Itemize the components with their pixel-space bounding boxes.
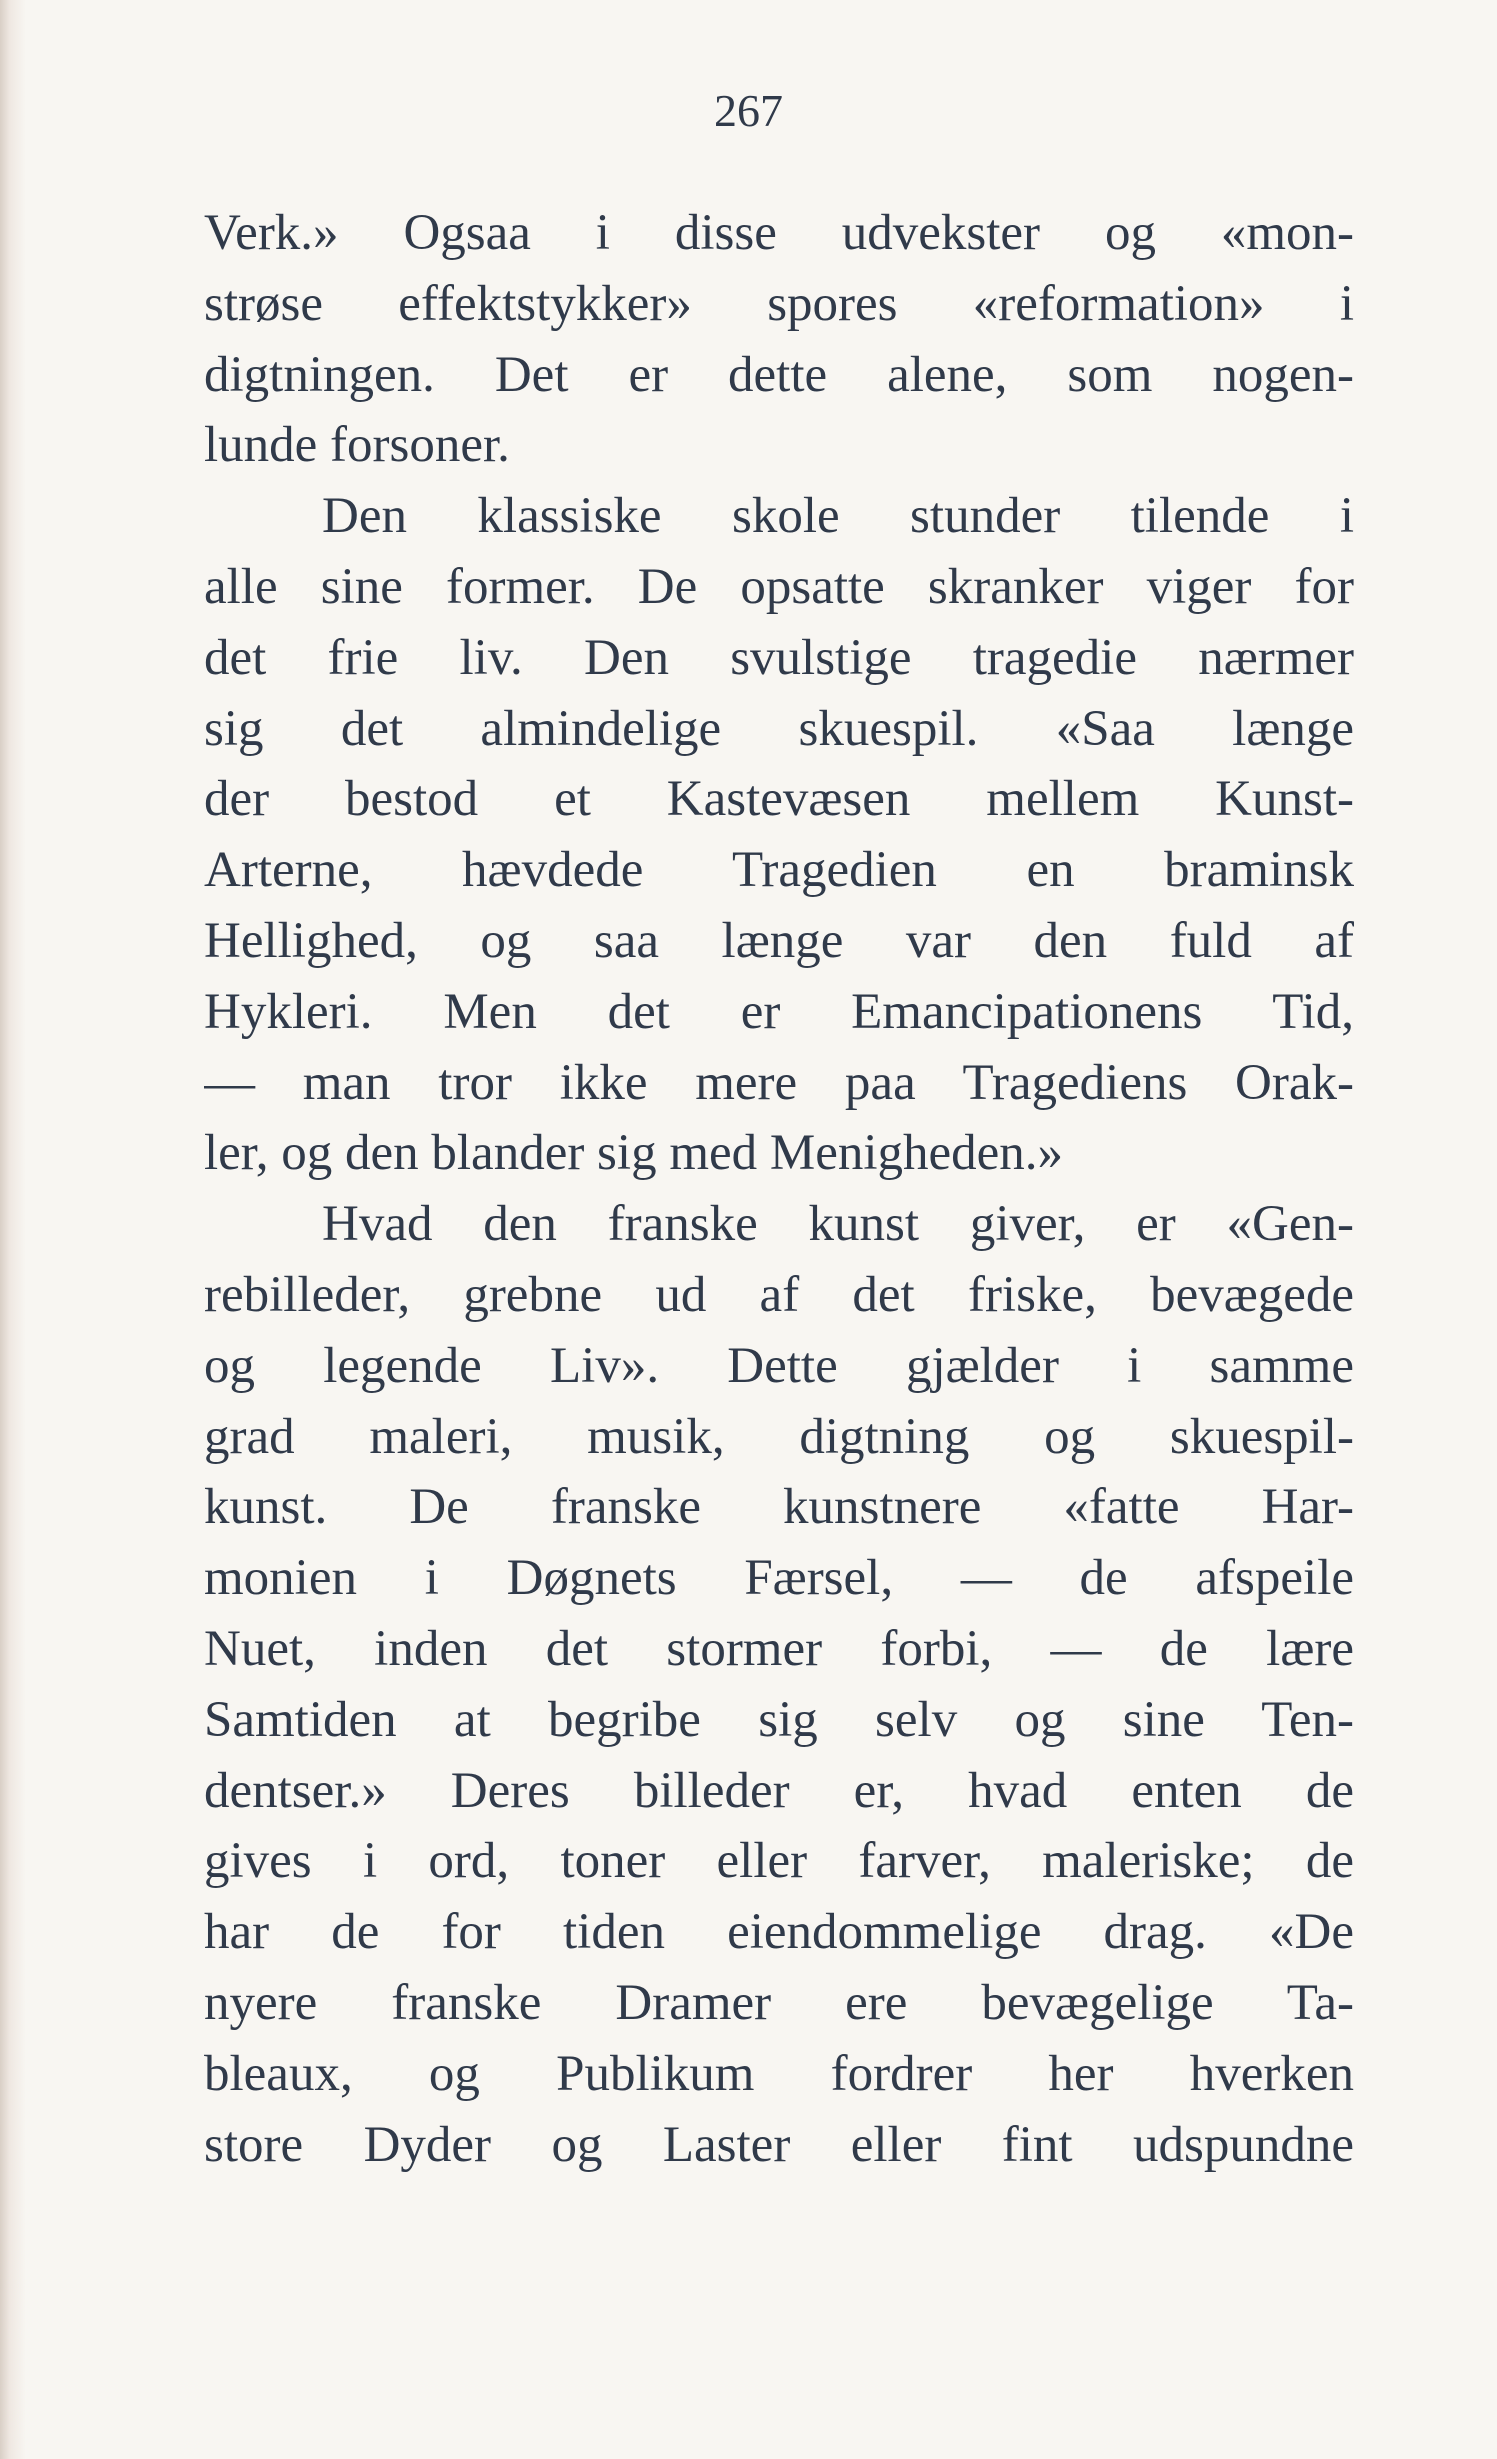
- text-line: der bestod et Kastevæsen mellem Kunst-: [204, 771, 1354, 828]
- text-line: Hykleri. Men det er Emancipationens Tid,: [204, 983, 1354, 1040]
- text-line: det frie liv. Den svulstige tragedie nærmer: [204, 629, 1354, 686]
- body-text: [204, 198, 1354, 2180]
- text-line: monien i Døgnets Færsel, — de afspeile: [204, 1550, 1354, 1607]
- page-number: 267: [714, 85, 783, 136]
- text-line: har de for tiden eiendommelige drag. «De: [204, 1904, 1354, 1961]
- text-line: Samtiden at begribe sig selv og sine Ten-: [204, 1691, 1354, 1748]
- text-line: Nuet, inden det stormer forbi, — de lære: [204, 1620, 1354, 1677]
- text-line: kunst. De franske kunstnere «fatte Har-: [204, 1479, 1354, 1536]
- text-line: nyere franske Dramer ere bevægelige Ta-: [204, 1974, 1354, 2031]
- text-line: store Dyder og Laster eller fint udspundne: [204, 2116, 1354, 2173]
- text-line: Verk.» Ogsaa i disse udvekster og «mon-: [204, 205, 1354, 261]
- text-line: digtningen. Det er dette alene, som nogen-: [204, 346, 1354, 403]
- text-line: gives i ord, toner eller farver, maleriske; de: [204, 1833, 1354, 1890]
- text-line: sig det almindelige skuespil. «Saa længe: [204, 700, 1354, 757]
- text-line: lunde forsoner.: [204, 417, 510, 474]
- text-line: alle sine former. De opsatte skranker viger for: [204, 558, 1354, 615]
- text-line: Hellighed, og saa længe var den fuld af: [204, 912, 1354, 969]
- text-line: — man tror ikke mere paa Tragediens Orak-: [204, 1054, 1354, 1111]
- text-line: dentser.» Deres billeder er, hvad enten de: [204, 1762, 1354, 1819]
- text-line: strøse effektstykker» spores «reformation» i: [204, 275, 1354, 332]
- text-line: og legende Liv». Dette gjælder i samme: [204, 1337, 1354, 1394]
- text-line: Den klassiske skole stunder tilende i: [322, 488, 1354, 545]
- text-line: bleaux, og Publikum fordrer her hverken: [204, 2045, 1354, 2102]
- text-line: rebilleder, grebne ud af det friske, bevægede: [204, 1266, 1354, 1323]
- text-line: ler, og den blander sig med Menigheden.»: [204, 1125, 1064, 1182]
- text-line: grad maleri, musik, digtning og skuespil-: [204, 1408, 1354, 1465]
- text-line: Hvad den franske kunst giver, er «Gen-: [322, 1196, 1354, 1253]
- text-line: Arterne, hævdede Tragedien en braminsk: [204, 842, 1354, 899]
